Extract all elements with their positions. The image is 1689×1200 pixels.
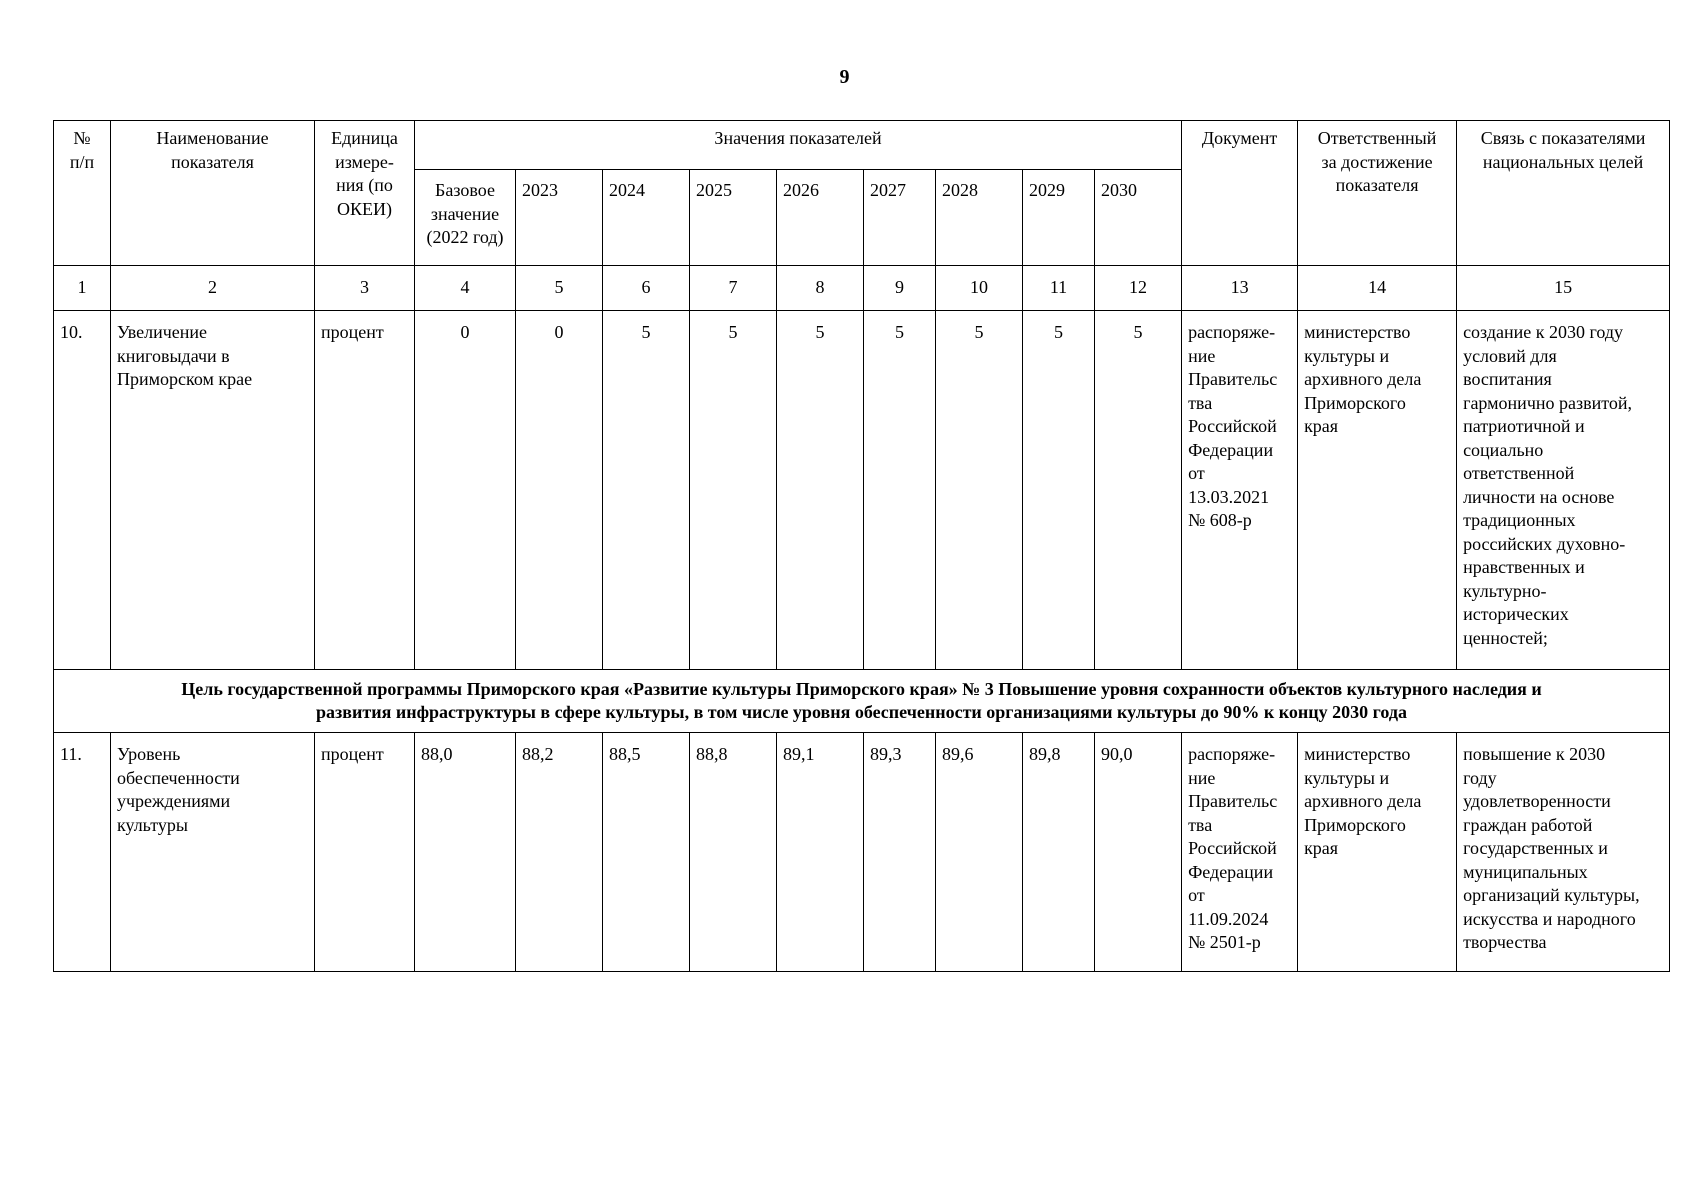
header-unit: Единица измере- ния (по ОКЕИ) xyxy=(315,121,415,266)
header-values-group: Значения показателей xyxy=(415,121,1182,170)
program-goal-row xyxy=(54,670,1670,733)
table-row xyxy=(54,311,1670,670)
header-indicator-name: Наименование показателя xyxy=(111,121,315,266)
page-number: 9 xyxy=(839,66,850,88)
column-number: 10 xyxy=(936,266,1023,311)
header-year: 2030 xyxy=(1095,170,1182,266)
year-value-cell: 90,0 xyxy=(1095,733,1182,972)
header-year: 2029 xyxy=(1023,170,1095,266)
header-year: 2023 xyxy=(516,170,603,266)
header-national-goals-link: Связь с показателями национальных целей xyxy=(1457,121,1670,266)
year-value-cell: 89,1 xyxy=(777,733,864,972)
column-number: 15 xyxy=(1457,266,1670,311)
year-value-cell: 5 xyxy=(1023,311,1095,670)
row-number: 11. xyxy=(54,733,111,972)
column-number: 8 xyxy=(777,266,864,311)
year-value-cell: 88,2 xyxy=(516,733,603,972)
header-year: 2024 xyxy=(603,170,690,266)
column-number: 1 xyxy=(54,266,111,311)
year-value-cell: 5 xyxy=(777,311,864,670)
header-base-value: Базовое значение (2022 год) xyxy=(415,170,516,266)
column-number: 9 xyxy=(864,266,936,311)
header-year: 2026 xyxy=(777,170,864,266)
header-year: 2027 xyxy=(864,170,936,266)
year-value-cell: 5 xyxy=(936,311,1023,670)
document-cell: распоряже- ние Правительс тва Российской Федерации от 13.03.2021 № 608-р xyxy=(1182,311,1298,670)
header-year: 2025 xyxy=(690,170,777,266)
header-document: Документ xyxy=(1182,121,1298,266)
year-value-cell: 5 xyxy=(603,311,690,670)
column-number: 4 xyxy=(415,266,516,311)
national-goal-link-cell: повышение к 2030 году удовлетворенности граждан работой государственных и муниципальных организаций культуры, искусства и народного творчества xyxy=(1457,733,1670,972)
unit-cell: процент xyxy=(315,733,415,972)
year-value-cell: 88,8 xyxy=(690,733,777,972)
column-numbers-row xyxy=(54,266,1670,311)
year-value-cell: 89,8 xyxy=(1023,733,1095,972)
column-number: 11 xyxy=(1023,266,1095,311)
year-value-cell: 5 xyxy=(1095,311,1182,670)
indicator-name: Уровень обеспеченности учреждениями культуры xyxy=(111,733,315,972)
year-value-cell: 89,6 xyxy=(936,733,1023,972)
indicators-table xyxy=(53,120,1670,972)
column-number: 6 xyxy=(603,266,690,311)
year-value-cell: 5 xyxy=(690,311,777,670)
column-number: 3 xyxy=(315,266,415,311)
responsible-cell: министерство культуры и архивного дела Приморского края xyxy=(1298,311,1457,670)
column-number: 7 xyxy=(690,266,777,311)
row-number: 10. xyxy=(54,311,111,670)
column-number: 5 xyxy=(516,266,603,311)
column-number: 14 xyxy=(1298,266,1457,311)
document-cell: распоряже- ние Правительс тва Российской Федерации от 11.09.2024 № 2501-р xyxy=(1182,733,1298,972)
year-value-cell: 0 xyxy=(516,311,603,670)
year-value-cell: 5 xyxy=(864,311,936,670)
base-value-cell: 88,0 xyxy=(415,733,516,972)
header-responsible: Ответственный за достижение показателя xyxy=(1298,121,1457,266)
unit-cell: процент xyxy=(315,311,415,670)
column-number: 12 xyxy=(1095,266,1182,311)
header-year: 2028 xyxy=(936,170,1023,266)
header-row xyxy=(54,121,1670,170)
base-value-cell: 0 xyxy=(415,311,516,670)
responsible-cell: министерство культуры и архивного дела Приморского края xyxy=(1298,733,1457,972)
program-goal-text: Цель государственной программы Приморского края «Развитие культуры Приморского края» № 3 Повышение уровня сохранности объектов культурного наследия и развития инфраструктуры в сфере культуры, в том числе уровня обеспеченности организациями культуры до 90% к концу 2030 года xyxy=(54,670,1670,733)
year-value-cell: 89,3 xyxy=(864,733,936,972)
indicator-name: Увеличение книговыдачи в Приморском крае xyxy=(111,311,315,670)
column-number: 2 xyxy=(111,266,315,311)
column-number: 13 xyxy=(1182,266,1298,311)
header-number: № п/п xyxy=(54,121,111,266)
national-goal-link-cell: создание к 2030 году условий для воспитания гармонично развитой, патриотичной и социально ответственной личности на основе традиционных российских духовно- нравственных и культурно- исторических ценностей; xyxy=(1457,311,1670,670)
year-value-cell: 88,5 xyxy=(603,733,690,972)
table-row xyxy=(54,733,1670,972)
